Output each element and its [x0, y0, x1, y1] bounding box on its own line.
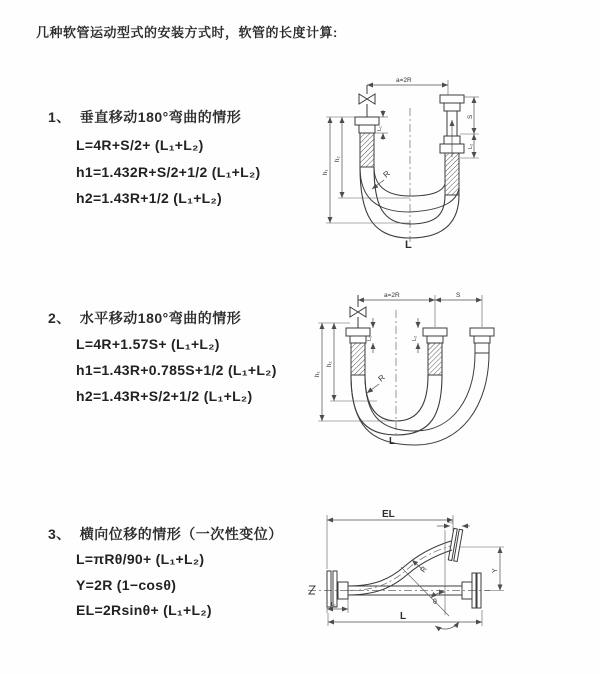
radius-leader [367, 373, 387, 393]
hose-length-label: L [400, 611, 407, 622]
flange [346, 328, 370, 336]
page-title: 几种软管运动型式的安装方式时，软管的长度计算: [36, 25, 338, 40]
dim-label-l2: L₂ [412, 335, 418, 341]
hose-radius-label: R [376, 372, 387, 384]
moving-end-pipe-pos2 [470, 328, 494, 353]
dim-label-l1: L₁ [367, 336, 373, 341]
break-mark [309, 586, 315, 594]
diagram-lateral-displacement [300, 505, 595, 655]
section-3-heading [48, 524, 283, 544]
section-3-number: 3、 [48, 526, 71, 542]
hose-curves [351, 353, 489, 445]
dim-label-l1: L₁ [377, 126, 383, 131]
section-2-formula-l: L=4R+1.57S+ (L₁+L₂) [76, 336, 220, 352]
centerline [308, 586, 490, 594]
hose-deflected [348, 541, 452, 595]
dim-label-l1: L₁ [331, 602, 336, 608]
flange [444, 103, 460, 111]
section-2-formula-h2: h2=1.43R+S/2+1/2 (L₁+L₂) [76, 388, 253, 404]
dim-label-a2r: a=2R [384, 292, 400, 299]
dim-label-s: S [456, 292, 461, 299]
dim-label-l2: L₂ [448, 519, 454, 525]
dim-label-h1: h₁ [315, 371, 321, 377]
section-3-formula-l: L=πRθ/90+ (L₁+L₂) [76, 551, 205, 567]
dim-label-h2: h₂ [335, 156, 341, 162]
valve-icon [359, 94, 375, 104]
radius-leader [412, 560, 429, 574]
hose-length-label: L [389, 436, 396, 447]
raised-flange [448, 528, 462, 561]
dimension-a2r [358, 292, 435, 327]
braided-hose-section [428, 343, 442, 375]
fixed-end-pipe [346, 295, 370, 375]
dimension-l [328, 610, 482, 626]
diagram-horizontal-180-bend [310, 285, 590, 455]
flange [359, 125, 375, 133]
dim-label-s: S [467, 114, 474, 119]
dim-label-h1: h₁ [323, 169, 329, 175]
section-1-title: 垂直移动180°弯曲的情形 [79, 109, 242, 125]
diagram-vertical-180-bend [312, 72, 584, 254]
braided-hose-section [360, 133, 374, 167]
section-1-formula-h2: h2=1.43R+1/2 (L₁+L₂) [76, 190, 223, 206]
hose-fitting [475, 343, 489, 353]
section-3-formula-el: EL=2Rsinθ+ (L₁+L₂) [76, 602, 212, 618]
flange [427, 336, 443, 343]
valve-icon [350, 307, 366, 317]
section-2-title: 水平移动180°弯曲的情形 [79, 310, 242, 326]
section-1-formula-h1: h1=1.432R+S/2+1/2 (L₁+L₂) [76, 164, 261, 180]
flange [474, 336, 490, 343]
hose-radius-label: R [381, 168, 392, 180]
section-1-formula-l: L=4R+S/2+ (L₁+L₂) [76, 137, 204, 153]
hose-radius-label: R [418, 564, 429, 575]
dimension-l2 [460, 134, 479, 158]
section-3-title: 横向位移的情形（一次性变位） [79, 526, 283, 542]
flange [440, 95, 464, 103]
braided-hose-section [445, 153, 459, 195]
section-2-number: 2、 [48, 310, 71, 326]
section-2-formula-h1: h1=1.43R+0.785S+1/2 (L₁+L₂) [76, 362, 277, 378]
flange [350, 336, 366, 343]
hose-length-label: L [405, 239, 412, 251]
flange [423, 328, 447, 336]
moving-end-pipe-pos1 [423, 328, 447, 375]
dimension-l2 [412, 318, 418, 353]
dim-label-el: EL [382, 509, 395, 520]
dimension-s [435, 292, 482, 327]
angle-label: θ [433, 599, 437, 606]
fixed-end-pipe [355, 85, 379, 167]
section-1-heading [48, 107, 241, 127]
section-2-heading [48, 308, 241, 328]
dimension-a2r [367, 77, 448, 95]
dim-label-l2: L₂ [468, 143, 474, 149]
section-1-number: 1、 [48, 109, 71, 125]
moving-end-pipe [440, 95, 464, 195]
dimension-el [327, 509, 453, 569]
braided-hose-section [351, 343, 365, 375]
hose-curves [360, 167, 459, 238]
dim-label-a2r: a=2R [396, 77, 412, 84]
flange [355, 117, 379, 125]
dim-label-h2: h₂ [327, 361, 333, 367]
flange [470, 328, 494, 336]
dim-label-y: Y [492, 568, 499, 573]
section-3-formula-y: Y=2R (1−cosθ) [76, 577, 177, 593]
dimension-y [460, 547, 504, 591]
